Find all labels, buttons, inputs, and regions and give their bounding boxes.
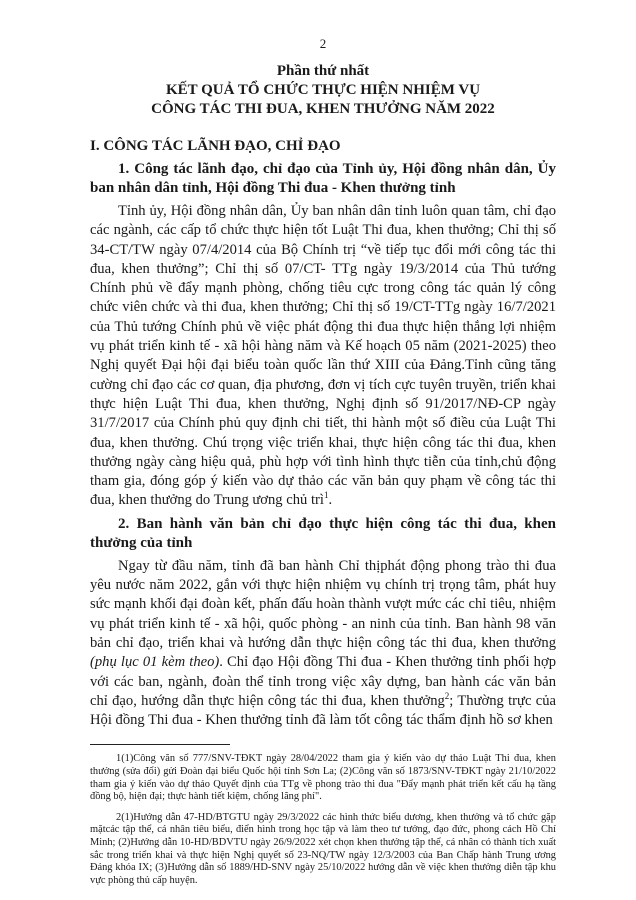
subsection-2-text-c: ; Thường trực của Hội đồng Thi đua - Khen thưởng tỉnh đã làm tốt công tác thẩm định hồ sơ khen: [90, 692, 556, 729]
part-title: Phần thứ nhất: [276, 63, 370, 79]
subsection-1-paragraph: Tỉnh ủy, Hội đồng nhân dân, Ủy ban nhân dân tỉnh luôn quan tâm, chỉ đạo các ngành, các cấp tổ chức thực hiện tốt Luật Thi đua, khen thưởng; Chỉ thị số 34-CT/TW ngày 07/4/2014 của Bộ Chính trị “về tiếp tục đổi mới công tác thi đua, khen thưởng”; Chỉ thị số 07/CT- TTg ngày 19/3/2014 của Thủ tướng Chính phủ về đẩy mạnh phòng, chống tiêu cực trong công tác quản lý công chức viên chức và thi đua, khen thưởng; Chỉ thị số 19/CT-TTg ngày 16/7/2021 của Thủ tướng Chính phủ về việc phát động thi đua thực hiện thắng lợi nhiệm vụ phát triển kinh tế - xã hội hàng năm và Kế hoạch 05 năm (2021-2025) theo Nghị quyết Đại hội đại biểu toàn quốc lần thứ XIII của Đảng.Tỉnh cũng tăng cường chỉ đạo các cơ quan, địa phương, đơn vị tích cực tuyên truyền, triển khai thực hiện Luật Thi đua, khen thưởng, Nghị định số 91/2017/NĐ-CP ngày 31/7/2017 của Chính phủ quy định chi tiết, thi hành một số điều của Luật Thi đua, khen thưởng. Chú trọng việc triển khai, thực hiện công tác thi đua, khen thưởng ngày càng hiệu quả, phù hợp với tình hình thực tiễn của tỉnh,chủ động tham gia, đóng góp ý kiến vào dự thảo các văn bản quy phạm về công tác thi đua, khen thưởng do Trung ương chủ trì$^1$.: [90, 203, 556, 509]
footnote-separator: [90, 744, 230, 745]
footnote-ref-1[interactable]: 1: [323, 490, 329, 501]
footnote-1: 1(1)Công văn số 777/SNV-TĐKT ngày 28/04/2022 tham gia ý kiến vào dự thảo Luật Thi đua, khen thưởng (sửa đổi) gửi Đoàn đại biểu Quốc hội tỉnh Sơn La; (2)Công văn số 1873/SNV-TĐKT ngày 21/10/2022 tham gia ý kiến vào dự thảo Quyết định của TTg về phong trào thi đua "Đẩy mạnh phát triển kết cấu hạ tầng đồng bộ, hiện đại; thực hành tiết kiệm, chống lãng phí".: [90, 753, 556, 803]
main-title-line-2: CÔNG TÁC THI ĐUA, KHEN THƯỞNG NĂM 2022: [151, 101, 495, 117]
appendix-reference: (phụ lục 01 kèm theo): [90, 654, 220, 671]
subsection-2-text-b: . Chỉ đạo Hội đồng Thi đua - Khen thưởng tỉnh phối hợp với các ban, ngành, đoàn thể tỉnh trong việc xây dựng, ban hành các văn bản chỉ đạo, hướng dẫn thực hiện công tác thi đua, khen thưởng: [90, 654, 556, 709]
page-number: 2: [319, 36, 327, 51]
subsection-2-paragraph: [90, 557, 556, 731]
subsection-2-title: 2. Ban hành văn bản chỉ đạo thực hiện công tác thi đua, khen thưởng của tỉnh: [90, 515, 556, 551]
subsection-2-text-a: Ngay từ đầu năm, tỉnh đã ban hành Chỉ thịphát động phong trào thi đua yêu nước năm 2022, gắn với thực hiện nhiệm vụ chính trị trọng tâm, phát huy sức mạnh khối đại đoàn kết, phấn đấu hoàn thành vượt mức các chỉ tiêu, nhiệm vụ phát triển kinh tế - xã hội, quốc phòng - an ninh của tỉnh. Ban hành 98 văn bản chỉ đạo, triển khai và hướng dẫn thực hiện công tác thi đua, khen thưởng: [90, 557, 556, 651]
subsection-1-title: 1. Công tác lãnh đạo, chỉ đạo của Tỉnh ủy, Hội đồng nhân dân, Ủy ban nhân dân tỉnh, Hội đồng Thi đua - Khen thưởng tỉnh: [90, 161, 556, 196]
footnote-ref-2[interactable]: 2: [444, 690, 450, 701]
footnote-2: 2(1)Hướng dẫn 47-HD/BTGTU ngày 29/3/2022 các hình thức biểu dương, khen thưởng và tổ chức gặp mặtcác tập thể, cá nhân tiêu biểu, điển hình trong học tập và làm theo tư tưởng, đạo đức, phong cách Hồ Chí Minh; (2)Hướng dẫn 10-HD/BDVTU ngày 26/9/2022 xét chọn khen thưởng tập thể, cá nhân có thành tích xuất sắc trong triển khai và thực hiện Nghị quyết số 23-NQ/TW ngày 12/3/2003 của Ban Chấp hành Trung ương Đảng khóa IX; (3)Hướng dẫn số 1889/HD-SNV ngày 25/10/2022 hướng dẫn về việc khen thưởng diễn tập khu vực phòng thủ cấp huyện.: [90, 811, 556, 886]
subsection-1-text: Tỉnh ủy, Hội đồng nhân dân, Ủy ban nhân dân tỉnh luôn quan tâm, chỉ đạo các ngành, các cấp tổ chức thực hiện tốt Luật Thi đua, khen thưởng; Chỉ thị số 34-CT/TW ngày 07/4/2014 của Bộ Chính trị “về tiếp tục đổi mới công tác thi đua, khen thưởng”; Chỉ thị số 07/CT- TTg ngày 19/3/2014 của Thủ tướng Chính phủ về đẩy mạnh phòng, chống tiêu cực trong công tác quản lý công chức viên chức và thi đua, khen thưởng; Chỉ thị số 19/CT-TTg ngày 16/7/2021 của Thủ tướng Chính phủ về việc phát động thi đua thực hiện thắng lợi nhiệm vụ phát triển kinh tế - xã hội hàng năm và Kế hoạch 05 năm (2021-2025) theo Nghị quyết Đại hội đại biểu toàn quốc lần thứ XIII của Đảng.Tỉnh cũng tăng cường chỉ đạo các cơ quan, địa phương, đơn vị tích cực tuyên truyền, triển khai thực hiện Luật Thi đua, khen thưởng, Nghị định số 91/2017/NĐ-CP ngày 31/7/2017 của Chính phủ quy định chi tiết, thi hành một số điều của Luật Thi đua, khen thưởng. Chú trọng việc triển khai, thực hiện công tác thi đua, khen thưởng ngày càng hiệu quả, phù hợp với tình hình thực tiễn của tỉnh,chủ động tham gia, đóng góp ý kiến vào dự thảo các văn bản quy phạm về công tác thi đua, khen thưởng do Trung ương chủ trì: [90, 203, 556, 509]
main-title-line-1: KẾT QUẢ TỔ CHỨC THỰC HIỆN NHIỆM VỤ: [165, 82, 481, 98]
section-title: I. CÔNG TÁC LÃNH ĐẠO, CHỈ ĐẠO: [90, 138, 341, 154]
